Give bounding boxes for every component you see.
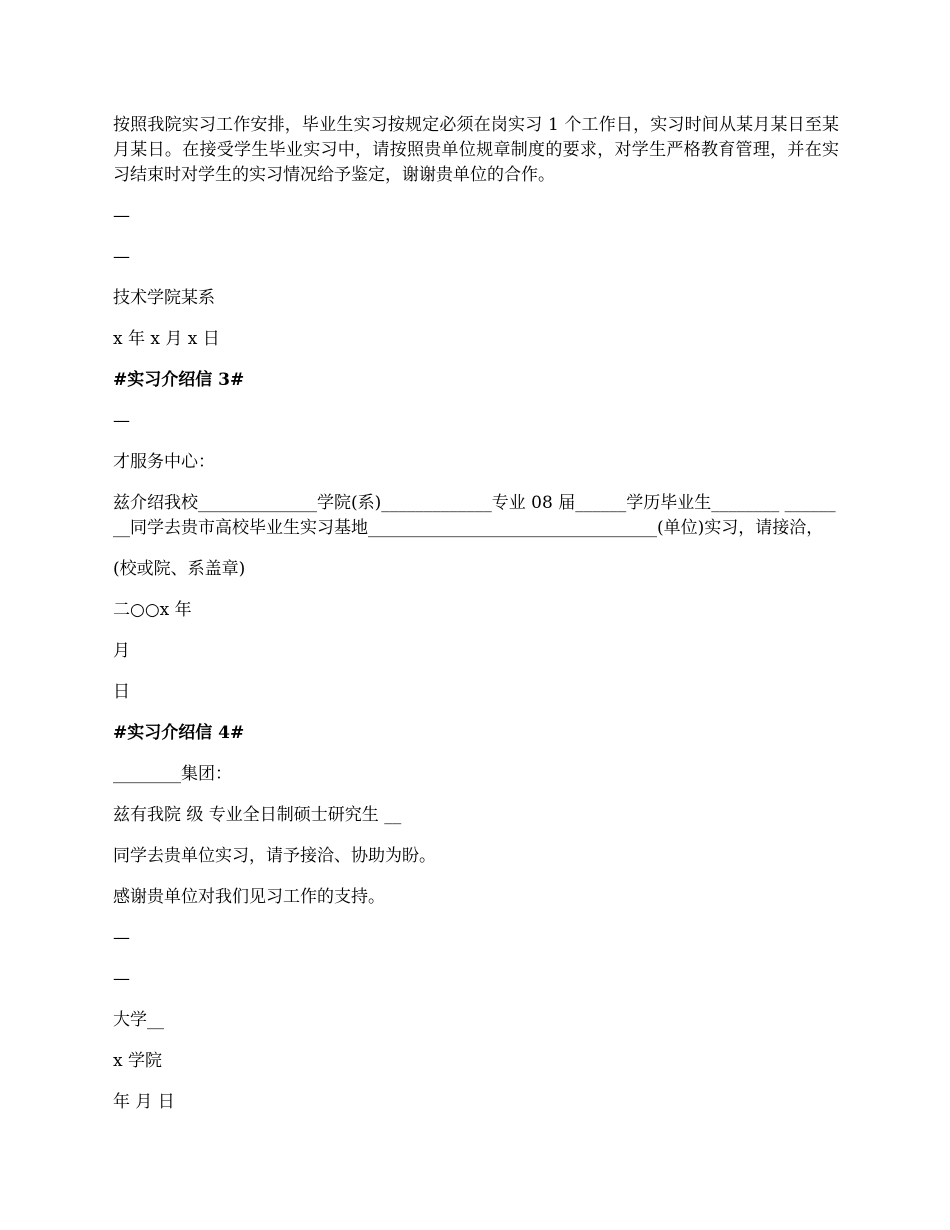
document-page [113,113,839,1131]
section-heading-4: #实习介绍信 4# [113,723,245,743]
date-day: 日 [113,682,130,702]
dash-line: — [113,411,130,431]
date-month: 月 [113,641,130,661]
dash-line: — [113,928,130,948]
signature-date: 年 月 日 [113,1092,175,1112]
salutation: 才服务中心： [113,452,215,472]
signature-department: 技术学院某系 [113,288,215,308]
signature-college: x 学院 [113,1051,162,1071]
section-heading-3: #实习介绍信 3# [113,370,245,390]
introduction-body: 兹介绍我校______________学院(系)_____________专业 08 届______学历毕业生________ ________同学去贵市高校毕业生实习基地__________________________________(单位)实习，请接洽， [113,493,836,538]
body-line: 兹有我院 级 专业全日制硕士研究生 __ [113,805,402,825]
recipient-line: ________集团： [113,764,232,784]
signature-date: x 年 x 月 x 日 [113,329,220,349]
intro-paragraph: 按照我院实习工作安排，毕业生实习按规定必须在岗实习 1 个工作日，实习时间从某月某日至某月某日。在接受学生毕业实习中，请按照贵单位规章制度的要求，对学生严格教育管理，并在实习结束时对学生的实习情况给予鉴定，谢谢贵单位的合作。 [113,115,839,185]
dash-line: — [113,969,130,989]
signature-university: 大学__ [113,1010,164,1030]
dash-line: — [113,206,130,226]
thanks-line: 感谢贵单位对我们见习工作的支持。 [113,887,385,907]
dash-line: — [113,247,130,267]
body-line: 同学去贵单位实习，请予接洽、协助为盼。 [113,846,436,866]
seal-note: (校或院、系盖章) [113,559,246,579]
date-year: 二○○x 年 [113,600,192,620]
